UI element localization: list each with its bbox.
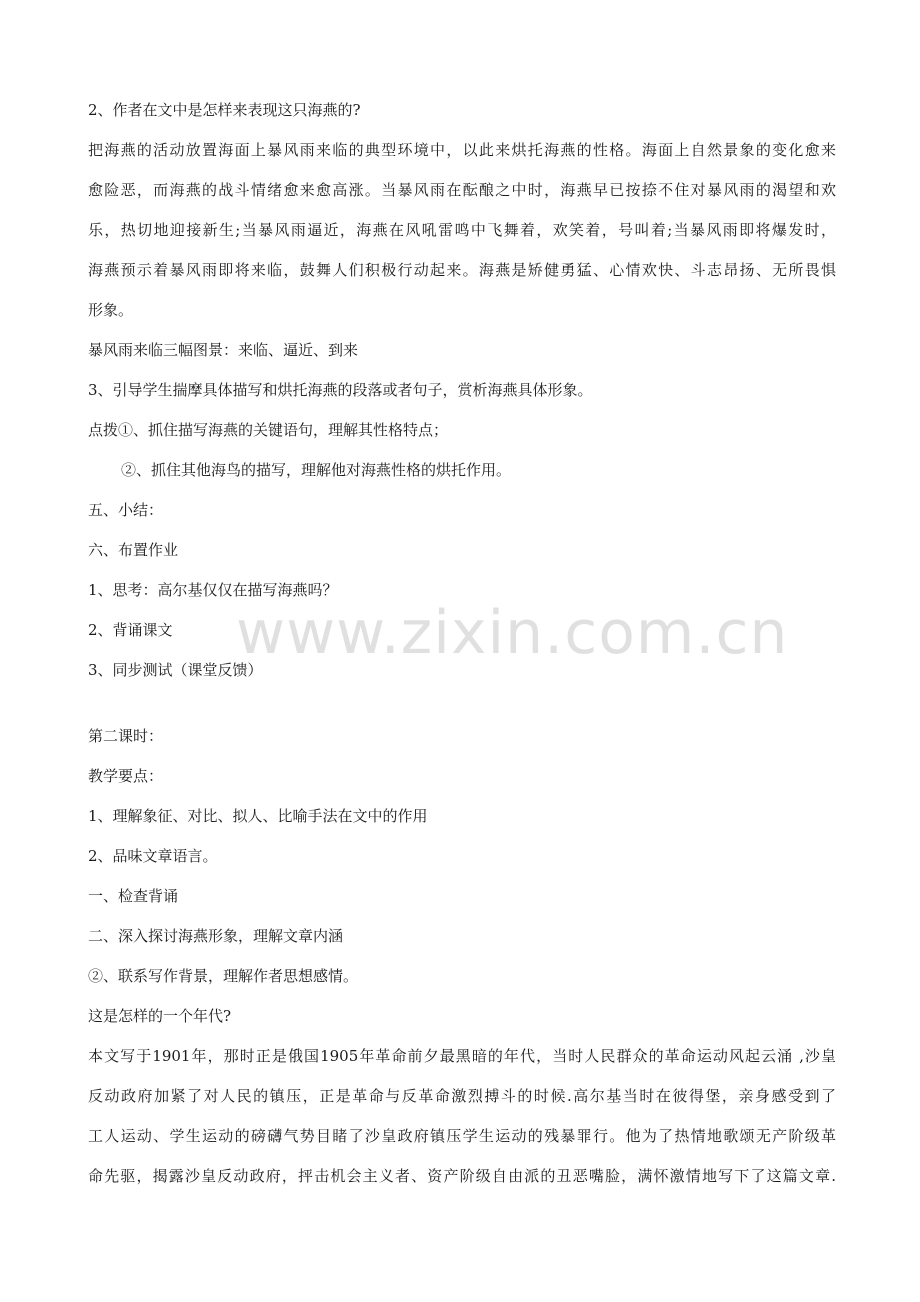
era-question: 这是怎样的一个年代? [88, 1007, 232, 1025]
spacer [88, 690, 836, 716]
storm-scenes: 暴风雨来临三幅图景：来临、逼近、到来 [88, 341, 359, 359]
background-line-3: 工人运动、学生运动的磅礴气势目睹了沙皇政府镇压学生运动的残暴罪行。他为了热情地歌颂无产阶级革 [88, 1127, 836, 1145]
answer-line-5: 形象。 [88, 301, 134, 319]
section-homework: 六、布置作业 [88, 541, 179, 559]
tip-2: ②、抓住其他海鸟的描写，理解他对海燕性格的烘托作用。 [121, 461, 512, 479]
step-two: 二、深入探讨海燕形象，理解文章内涵 [88, 927, 344, 945]
answer-line-4: 海燕预示着暴风雨即将来临，鼓舞人们积极行动起来。海燕是矫健勇猛、心情欢快、斗志昂扬、无所畏惧 [88, 261, 836, 279]
key-points-heading: 教学要点： [88, 767, 164, 785]
tip-1: 点拨①、抓住描写海燕的关键语句，理解其性格特点； [88, 421, 449, 439]
step-3: 3、引导学生揣摩具体描写和烘托海燕的段落或者句子，赏析海燕具体形象。 [88, 381, 593, 399]
document-page [88, 90, 836, 1196]
answer-line-3: 乐，热切地迎接新生;当暴风雨逼近，海燕在风吼雷鸣中飞舞着，欢笑着，号叫着;当暴风雨即将爆发时， [88, 221, 836, 239]
section-summary: 五、小结： [88, 501, 164, 519]
lesson-2-heading: 第二课时： [88, 727, 164, 745]
homework-3: 3、同步测试（课堂反馈） [88, 661, 263, 679]
question-2: 2、作者在文中是怎样来表现这只海燕的? [88, 101, 361, 119]
key-point-1: 1、理解象征、对比、拟人、比喻手法在文中的作用 [88, 807, 428, 825]
background-line-1: 本文写于1901年，那时正是俄国1905年革命前夕最黑暗的年代，当时人民群众的革命运动风起云涌 ,沙皇 [88, 1047, 836, 1065]
background-line-2: 反动政府加紧了对人民的镇压，正是革命与反革命激烈搏斗的时候.高尔基当时在彼得堡，亲身感受到了 [88, 1087, 836, 1105]
key-point-2: 2、品味文章语言。 [88, 847, 218, 865]
homework-2: 2、背诵课文 [88, 621, 173, 639]
homework-1: 1、思考：高尔基仅仅在描写海燕吗？ [88, 581, 338, 599]
answer-line-2: 愈险恶，而海燕的战斗情绪愈来愈高涨。当暴风雨在酝酿之中时，海燕早已按捺不住对暴风雨的渴望和欢 [88, 181, 836, 199]
watermark: www.zixin.com.cn [236, 598, 789, 668]
step-two-sub: ②、联系写作背景，理解作者思想感情。 [88, 967, 359, 985]
answer-line-1: 把海燕的活动放置海面上暴风雨来临的典型环境中，以此来烘托海燕的性格。海面上自然景象的变化愈来 [88, 141, 836, 159]
background-line-4: 命先驱，揭露沙皇反动政府，抨击机会主义者、资产阶级自由派的丑恶嘴脸，满怀激情地写下了这篇文章. [88, 1167, 836, 1185]
step-one: 一、检查背诵 [88, 887, 179, 905]
